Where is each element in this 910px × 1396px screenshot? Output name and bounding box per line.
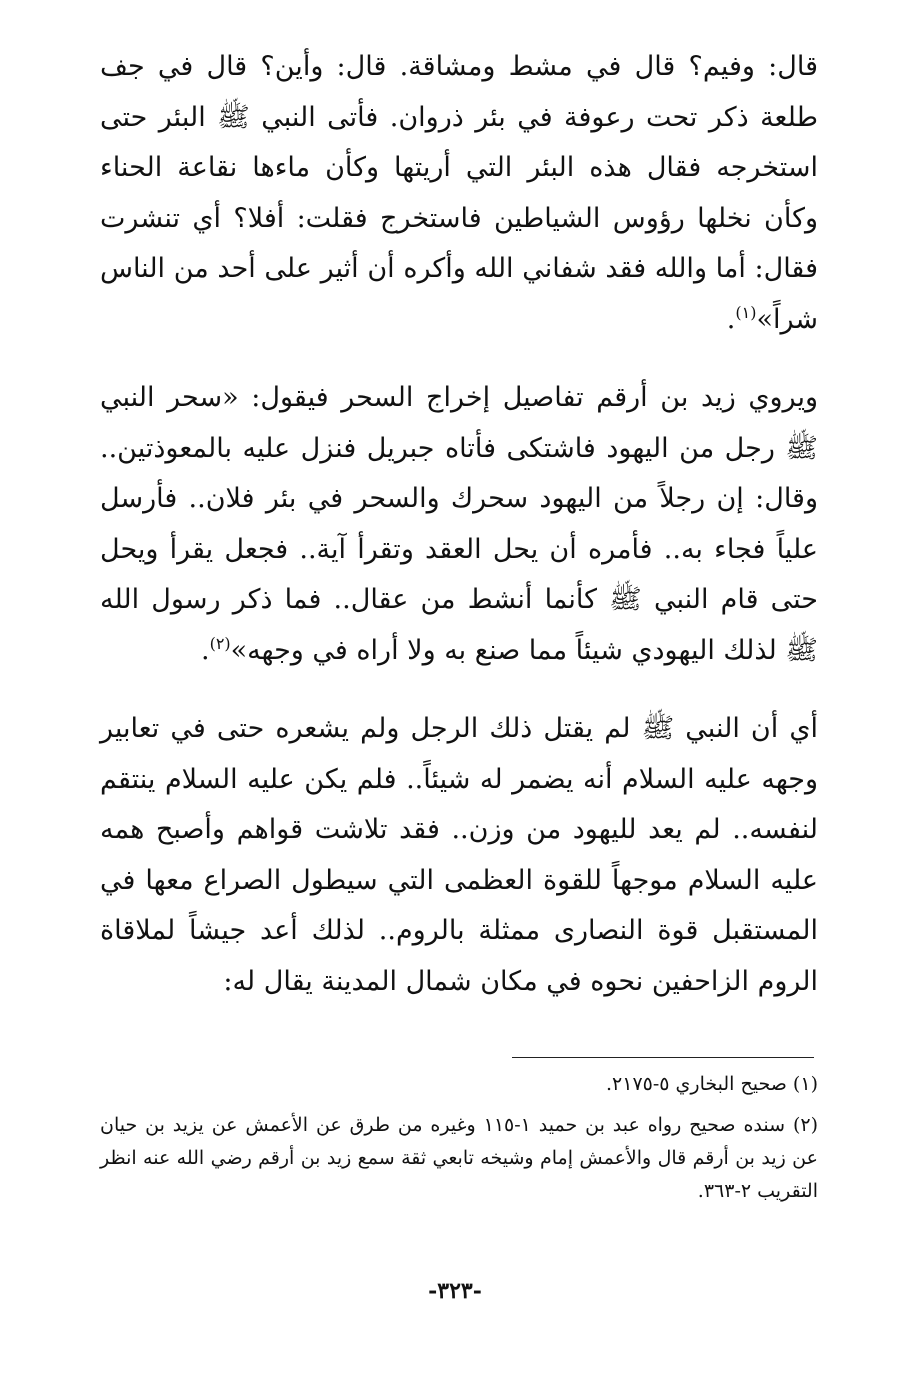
paragraph-3 [100, 704, 818, 1007]
footnote-ref-2: (٢) [209, 633, 231, 653]
main-text [100, 42, 818, 1035]
footnotes [100, 1068, 818, 1216]
paragraph-text: أي أن النبي ﷺ لم يقتل ذلك الرجل ولم يشعره حتى في تعابير وجهه عليه السلام أنه يضمر له شيئاً.. فلم يكن عليه السلام ينتقم لنفسه.. لم يعد لليهود من وزن.. فقد تلاشت قواهم وأصبح همه عليه السلام موجهاً للقوة العظمى التي سيطول الصراع معها في المستقبل قوة النصارى ممثلة بالروم.. لذلك أعد جيشاً لملاقاة الروم الزاحفين نحوه في مكان شمال المدينة يقال له: [100, 713, 818, 997]
paragraph-2 [100, 373, 818, 676]
footnote-2: (٢) سنده صحيح رواه عبد بن حميد ١-١١٥ وغيره من طرق عن الأعمش عن يزيد بن حيان عن زيد بن أرقم قال والأعمش إمام وشيخه تابعي ثقة سمع زيد بن أرقم رضي الله عنه انظر التقريب ٢-٣٦٣. [100, 1114, 818, 1202]
paragraph-text: ويروي زيد بن أرقم تفاصيل إخراج السحر فيقول: «سحر النبي ﷺ رجل من اليهود فاشتكى فأتاه جبريل فنزل عليه بالمعوذتين.. وقال: إن رجلاً من اليهود سحرك والسحر في بئر فلان.. فأرسل علياً فجاء به.. فأمره أن يحل العقد وتقرأ آية.. فجعل يقرأ ويحل حتى قام النبي ﷺ كأنما أنشط من عقال.. فما ذكر رسول الله ﷺ لذلك اليهودي شيئاً مما صنع به ولا أراه في وجهه» [100, 382, 818, 666]
page-number: -٣٢٣- [428, 1278, 482, 1304]
footnote-ref-1: (١) [735, 302, 757, 322]
footnote-1: (١) صحيح البخاري ٥-٢١٧٥. [606, 1073, 818, 1095]
paragraph-text: قال: وفيم؟ قال في مشط ومشاقة. قال: وأين؟ قال في جف طلعة ذكر تحت رعوفة في بئر ذروان. فأتى النبي ﷺ البئر حتى استخرجه فقال هذه البئر التي أريتها وكأن ماءها نقاعة الحناء وكأن نخلها رؤوس الشياطين فاستخرج فقلت: أفلا؟ أي تنشرت فقال: أما والله فقد شفاني الله وأكره أن أثير على أحد من الناس شراً» [100, 51, 818, 335]
footnote-divider [512, 1057, 814, 1058]
paragraph-end: . [200, 634, 210, 666]
paragraph-end: . [726, 303, 736, 335]
paragraph-1 [100, 42, 818, 345]
